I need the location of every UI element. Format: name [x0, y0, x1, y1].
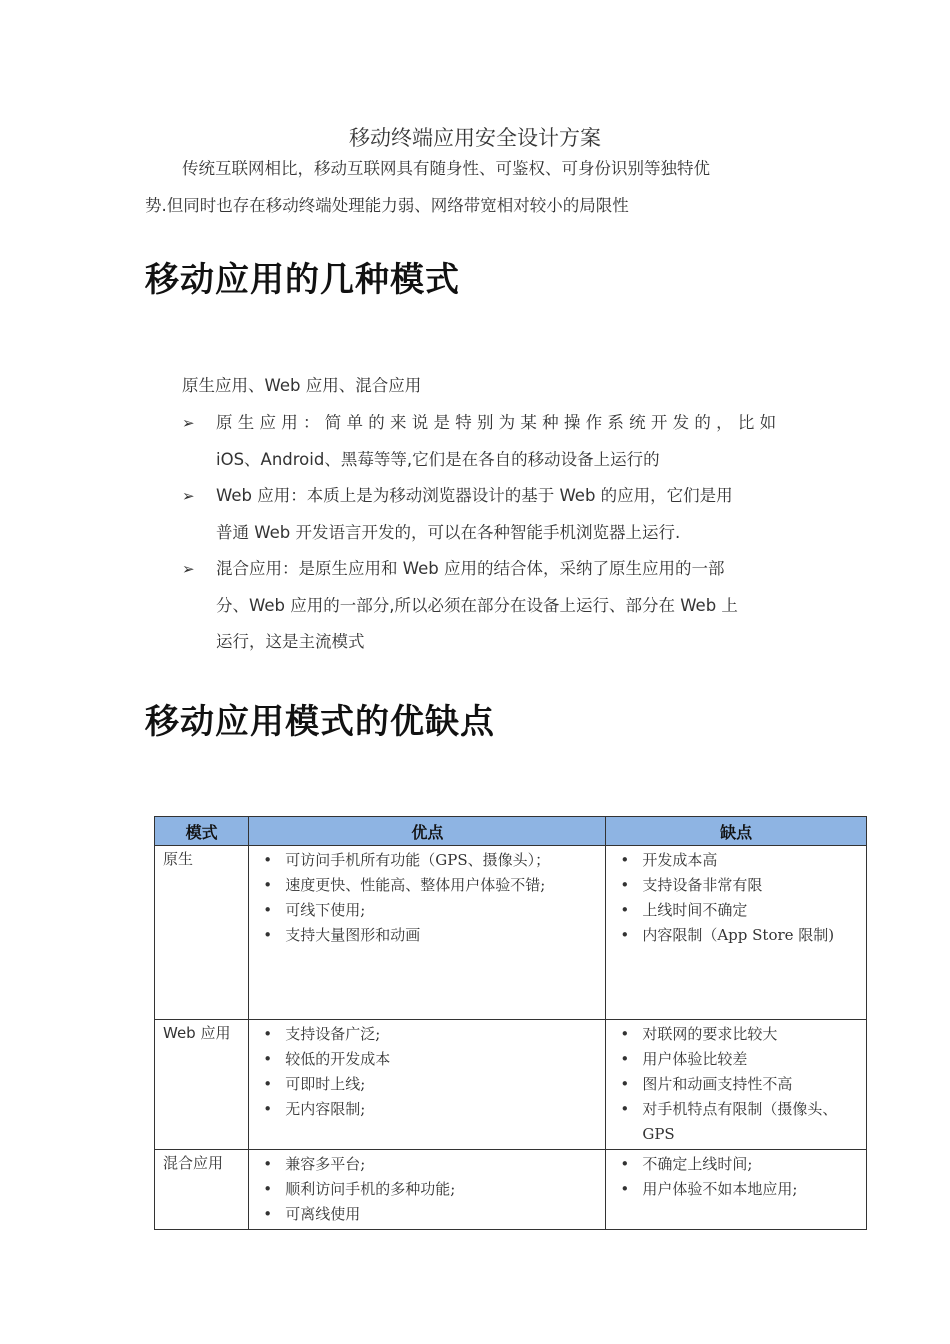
cons-item: • 上线时间不确定 — [642, 898, 858, 923]
pros-cell — [249, 846, 606, 1020]
table-row — [155, 1150, 867, 1230]
cons-item: • 用户体验不如本地应用; — [642, 1177, 858, 1202]
column-header-pros: 优点 — [249, 817, 606, 846]
cons-item: • 对手机特点有限制（摄像头、GPS — [642, 1097, 858, 1147]
list-item — [180, 405, 810, 478]
cons-item: • 用户体验比较差 — [642, 1047, 858, 1072]
table-row — [155, 846, 867, 1020]
cons-item: • 开发成本高 — [642, 848, 858, 873]
mode-list — [180, 405, 810, 661]
arrow-bullet-icon: ➢ — [182, 487, 195, 505]
pros-cell — [249, 1150, 606, 1230]
list-item-line: 普通 Web 开发语言开发的，可以在各种智能手机浏览器上运行. — [216, 522, 681, 542]
cons-item: • 对联网的要求比较大 — [642, 1022, 858, 1047]
cons-item: • 不确定上线时间; — [642, 1152, 858, 1177]
cons-item: • 内容限制（App Store 限制) — [642, 923, 858, 948]
mode-cell: 混合应用 — [155, 1150, 249, 1230]
list-item-line: Web 应用：本质上是为移动浏览器设计的基于 Web 的应用，它们是用 — [216, 486, 733, 505]
mode-cell: Web 应用 — [155, 1020, 249, 1150]
arrow-bullet-icon: ➢ — [182, 560, 195, 578]
intro-line: 势.但同时也存在移动终端处理能力弱、网络带宽相对较小的局限性 — [145, 196, 629, 215]
cons-cell — [606, 1150, 867, 1230]
pros-item: • 较低的开发成本 — [285, 1047, 597, 1072]
pros-item: • 支持大量图形和动画 — [285, 923, 597, 948]
pros-cell — [249, 1020, 606, 1150]
modes-lead-text: 原生应用、Web 应用、混合应用 — [182, 376, 422, 395]
cons-item: • 图片和动画支持性不高 — [642, 1072, 858, 1097]
list-item-line: 混合应用：是原生应用和 Web 应用的结合体，采纳了原生应用的一部 — [216, 559, 725, 578]
section-heading-pros-cons: 移动应用模式的优缺点 — [145, 702, 495, 742]
pros-item: • 可访问手机所有功能（GPS、摄像头）； — [285, 848, 597, 873]
column-header-mode: 模式 — [155, 817, 249, 846]
intro-paragraph — [145, 150, 810, 224]
cons-cell — [606, 1020, 867, 1150]
pros-cons-table — [154, 816, 867, 1230]
list-item — [180, 478, 810, 551]
arrow-bullet-icon: ➢ — [182, 414, 195, 432]
table-row — [155, 1020, 867, 1150]
list-item-line: 运行，这是主流模式 — [216, 632, 365, 651]
pros-item: • 兼容多平台; — [285, 1152, 597, 1177]
pros-item: • 顺利访问手机的多种功能; — [285, 1177, 597, 1202]
pros-item: • 速度更快、性能高、整体用户体验不错; — [285, 873, 597, 898]
pros-item: • 无内容限制; — [285, 1097, 597, 1122]
table-header-row — [155, 817, 867, 846]
section-heading-modes: 移动应用的几种模式 — [145, 260, 460, 300]
pros-item: • 可即时上线; — [285, 1072, 597, 1097]
cons-item: • 支持设备非常有限 — [642, 873, 858, 898]
cons-cell — [606, 846, 867, 1020]
pros-item: • 可离线使用 — [285, 1202, 597, 1227]
document-title: 移动终端应用安全设计方案 — [349, 126, 601, 150]
pros-item: • 支持设备广泛; — [285, 1022, 597, 1047]
list-item-line: 原 生 应 用 ： 简 单 的 来 说 是 特 别 为 某 种 操 作 系 统 开 发 的 ， 比 如 — [216, 413, 777, 432]
list-item-line: iOS、Android、黑莓等等,它们是在各自的移动设备上运行的 — [216, 449, 660, 469]
list-item — [180, 551, 810, 661]
list-item-line: 分、Web 应用的一部分,所以必须在部分在设备上运行、部分在 Web 上 — [216, 595, 738, 615]
intro-line: 传统互联网相比，移动互联网具有随身性、可鉴权、可身份识别等独特优 — [182, 159, 710, 178]
mode-cell: 原生 — [155, 846, 249, 1020]
column-header-cons: 缺点 — [606, 817, 867, 846]
pros-item: • 可线下使用; — [285, 898, 597, 923]
